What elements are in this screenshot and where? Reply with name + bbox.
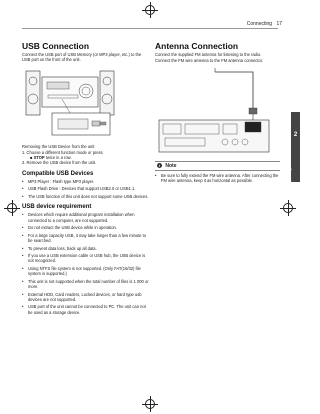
list-item: • If you use a USB extension cable or USB hub, the USB device is not recognized. — [22, 253, 150, 263]
note-title: Note — [165, 162, 177, 169]
list-item: • Be sure to fully extend the FM wire antenna. After connecting the FM wire antenna, keep it as horizontal as possible. — [155, 173, 280, 183]
requirement-title: USB device requirement — [22, 204, 92, 211]
antenna-connection-drawing — [155, 68, 273, 156]
note-header — [155, 161, 280, 171]
header-rule — [22, 28, 278, 29]
compatible-list — [22, 179, 150, 199]
list-item: • External HDD, Card readers, Locked devices, or hard type usb devices are not supported. — [22, 292, 150, 302]
list-item: • To prevent data loss, back up all data. — [22, 246, 150, 251]
compatible-title: Compatible USB Devices — [22, 170, 94, 177]
antenna-illustration — [155, 68, 280, 157]
antenna-intro: Connect the supplied FM antenna for listening to the radio. — [155, 52, 262, 58]
chapter-label: Connecting — [288, 168, 292, 187]
removal-steps — [22, 150, 150, 166]
list-item: • For a large capacity USB, it may take longer than a few minute to be searched. — [22, 233, 150, 243]
requirement-list — [22, 212, 150, 314]
page-header — [244, 21, 282, 27]
chapter-number: 2 — [293, 132, 298, 138]
antenna-title: Antenna Connection — [155, 41, 239, 51]
usb-illustration — [22, 67, 150, 140]
list-item: • Using NTFS file system is not supported. (Only FAT(16/32) file system is supported.) — [22, 266, 150, 276]
list-item: • This unit is not supported when the total number of files is 1 000 or more. — [22, 279, 150, 289]
registration-mark — [283, 203, 293, 213]
info-icon: i — [158, 162, 161, 168]
list-item: • Devices which require additional program installation when connected to a computer, are not supported. — [22, 212, 150, 222]
list-item: • USB Flash Drive : Devices that support USB2.0 or USB1.1. — [22, 186, 150, 191]
antenna-intro-2: Connect the FM wire antenna to the FM antenna connector. — [155, 58, 264, 64]
unit-with-usb-drawing — [22, 67, 132, 139]
registration-mark — [145, 399, 155, 409]
usb-section — [22, 41, 150, 317]
note-list — [155, 173, 280, 183]
list-item: • MP3 Player : Flash type MP3 player. — [22, 179, 150, 184]
usb-intro: Connect the USB port of USB Memory (or MP3 player, etc.) to the USB port on the front of the unit. — [22, 52, 142, 63]
header-section: Connecting — [246, 21, 273, 27]
list-item: • The USB function of this unit does not support some USB devices. — [22, 194, 150, 199]
list-item: • USB port of the unit cannot be connected to PC. The unit can not be used as a storage device. — [22, 304, 150, 314]
page-number: 17 — [276, 21, 282, 27]
registration-mark — [7, 203, 17, 213]
usb-removing-intro: Removing the USB Device from the unit — [22, 143, 95, 149]
chapter-tab — [288, 112, 300, 187]
note-box — [155, 161, 280, 183]
removal-step: 2. Remove the USB device from the unit. — [22, 160, 97, 166]
removal-step: 1. Choose a different function mode or press — [22, 150, 103, 156]
antenna-section — [155, 41, 280, 186]
stop-suffix: twice in a row. — [44, 155, 72, 161]
list-item: • Do not extract the USB device while in operation. — [22, 225, 150, 230]
usb-title: USB Connection — [22, 41, 90, 51]
stop-icon: ■ — [30, 155, 33, 161]
stop-label: STOP — [33, 155, 45, 161]
registration-mark — [145, 5, 155, 15]
